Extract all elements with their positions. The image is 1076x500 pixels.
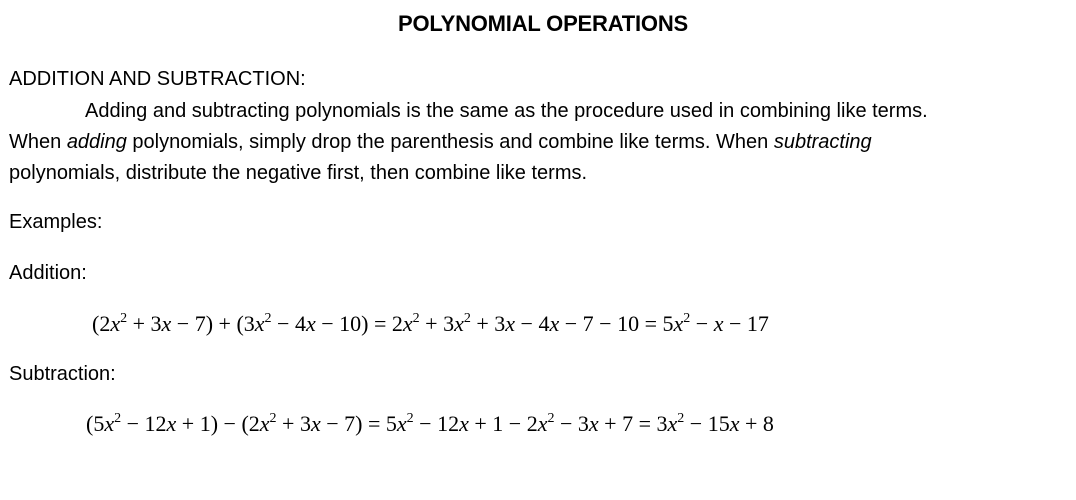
subtraction-label: Subtraction: bbox=[9, 363, 116, 385]
addition-equation: $(2x^2 + 3x - 7) + (3x^2 - 4x - 10) = 2x^2 + 3x^2 + 3x - 4x - 7 - 10 = 5x^2 - x - 17$ bbox=[92, 311, 769, 336]
intro-line-3: polynomials, distribute the negative first, then combine like terms. bbox=[9, 162, 588, 184]
addition-label: Addition: bbox=[9, 262, 87, 284]
subtraction-equation: $(5x^2 - 12x + 1) - (2x^2 + 3x - 7) = 5x^2 - 12x + 1 - 2x^2 - 3x + 7 = 3x^2 - 15x + 8$ bbox=[86, 411, 774, 436]
emphasis-adding: adding bbox=[66, 131, 127, 153]
section-heading: ADDITION AND SUBTRACTION: bbox=[9, 68, 306, 90]
intro-line-2-text-a: When bbox=[9, 131, 67, 153]
intro-paragraph bbox=[9, 96, 1069, 189]
intro-line-2-text-b: polynomials, simply drop the parenthesis and combine like terms. When bbox=[126, 131, 774, 153]
page-title: POLYNOMIAL OPERATIONS bbox=[398, 11, 688, 36]
examples-label: Examples: bbox=[9, 211, 103, 233]
intro-line-1: Adding and subtracting polynomials is the same as the procedure used in combining like terms. bbox=[85, 100, 928, 122]
emphasis-subtracting: subtracting bbox=[773, 131, 872, 153]
intro-line-2 bbox=[9, 127, 1069, 158]
